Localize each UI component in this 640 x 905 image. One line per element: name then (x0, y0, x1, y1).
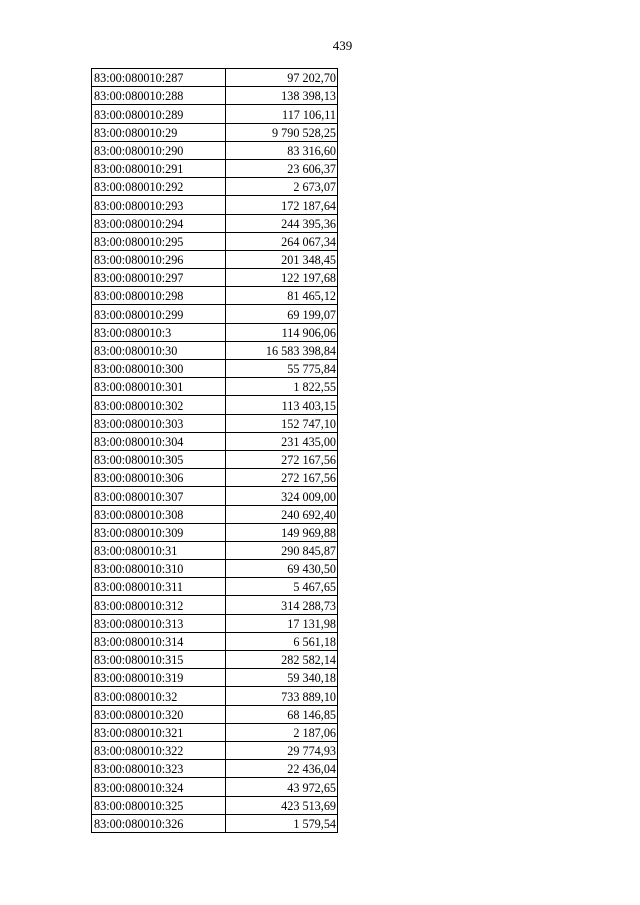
value-cell: 6 561,18 (226, 632, 338, 650)
value-cell: 81 465,12 (226, 287, 338, 305)
value-cell: 17 131,98 (226, 614, 338, 632)
value-cell: 83 316,60 (226, 141, 338, 159)
value-cell: 733 889,10 (226, 687, 338, 705)
page-number: 439 (332, 38, 353, 53)
value-cell: 314 288,73 (226, 596, 338, 614)
table-row (92, 596, 338, 614)
table-row (92, 651, 338, 669)
cadastral-number-cell: 83:00:080010:323 (92, 760, 226, 778)
table-row (92, 487, 338, 505)
table-row (92, 196, 338, 214)
cadastral-number-cell: 83:00:080010:289 (92, 105, 226, 123)
cadastral-number-cell: 83:00:080010:325 (92, 796, 226, 814)
value-cell: 2 187,06 (226, 723, 338, 741)
table-row (92, 414, 338, 432)
cadastral-number-cell: 83:00:080010:309 (92, 523, 226, 541)
value-cell: 282 582,14 (226, 651, 338, 669)
table-row (92, 778, 338, 796)
table-row (92, 705, 338, 723)
cadastral-number-cell: 83:00:080010:294 (92, 214, 226, 232)
table-row (92, 323, 338, 341)
table-row (92, 250, 338, 268)
table-row (92, 87, 338, 105)
value-cell: 264 067,34 (226, 232, 338, 250)
cadastral-number-cell: 83:00:080010:293 (92, 196, 226, 214)
table-row (92, 378, 338, 396)
table-row (92, 723, 338, 741)
value-cell: 138 398,13 (226, 87, 338, 105)
table-row (92, 305, 338, 323)
value-cell: 16 583 398,84 (226, 341, 338, 359)
cadastral-number-cell: 83:00:080010:319 (92, 669, 226, 687)
cadastral-number-cell: 83:00:080010:305 (92, 450, 226, 468)
cadastral-number-cell: 83:00:080010:288 (92, 87, 226, 105)
value-cell: 97 202,70 (226, 69, 338, 87)
table-row (92, 796, 338, 814)
cadastral-number-cell: 83:00:080010:292 (92, 178, 226, 196)
table-row (92, 632, 338, 650)
value-cell: 69 199,07 (226, 305, 338, 323)
value-cell: 149 969,88 (226, 523, 338, 541)
table-row (92, 523, 338, 541)
value-cell: 114 906,06 (226, 323, 338, 341)
cadastral-number-cell: 83:00:080010:324 (92, 778, 226, 796)
value-cell: 201 348,45 (226, 250, 338, 268)
value-cell: 55 775,84 (226, 360, 338, 378)
cadastral-number-cell: 83:00:080010:306 (92, 469, 226, 487)
value-cell: 117 106,11 (226, 105, 338, 123)
cadastral-number-cell: 83:00:080010:31 (92, 541, 226, 559)
cadastral-number-cell: 83:00:080010:321 (92, 723, 226, 741)
cadastral-number-cell: 83:00:080010:297 (92, 269, 226, 287)
cadastral-number-cell: 83:00:080010:298 (92, 287, 226, 305)
cadastral-number-cell: 83:00:080010:304 (92, 432, 226, 450)
value-cell: 240 692,40 (226, 505, 338, 523)
table-row (92, 450, 338, 468)
value-cell: 9 790 528,25 (226, 123, 338, 141)
value-cell: 290 845,87 (226, 541, 338, 559)
cadastral-number-cell: 83:00:080010:308 (92, 505, 226, 523)
cadastral-number-cell: 83:00:080010:291 (92, 159, 226, 177)
value-cell: 22 436,04 (226, 760, 338, 778)
table-row (92, 432, 338, 450)
table-row (92, 178, 338, 196)
value-cell: 59 340,18 (226, 669, 338, 687)
value-cell: 113 403,15 (226, 396, 338, 414)
table-row (92, 360, 338, 378)
table-row (92, 232, 338, 250)
value-cell: 172 187,64 (226, 196, 338, 214)
table-row (92, 614, 338, 632)
table-row (92, 141, 338, 159)
table-row (92, 287, 338, 305)
table-row (92, 814, 338, 832)
table-row (92, 560, 338, 578)
cadastral-number-cell: 83:00:080010:312 (92, 596, 226, 614)
table-row (92, 469, 338, 487)
cadastral-number-cell: 83:00:080010:295 (92, 232, 226, 250)
table-row (92, 214, 338, 232)
cadastral-number-cell: 83:00:080010:30 (92, 341, 226, 359)
value-cell: 29 774,93 (226, 741, 338, 759)
cadastral-number-cell: 83:00:080010:29 (92, 123, 226, 141)
cadastral-number-cell: 83:00:080010:313 (92, 614, 226, 632)
value-cell: 244 395,36 (226, 214, 338, 232)
value-cell: 272 167,56 (226, 450, 338, 468)
cadastral-number-cell: 83:00:080010:3 (92, 323, 226, 341)
table-row (92, 741, 338, 759)
value-cell: 324 009,00 (226, 487, 338, 505)
cadastral-number-cell: 83:00:080010:320 (92, 705, 226, 723)
cadastral-number-cell: 83:00:080010:301 (92, 378, 226, 396)
cadastral-number-cell: 83:00:080010:307 (92, 487, 226, 505)
table-body (92, 69, 338, 833)
cadastral-number-cell: 83:00:080010:300 (92, 360, 226, 378)
value-cell: 231 435,00 (226, 432, 338, 450)
table-row (92, 69, 338, 87)
table-row (92, 341, 338, 359)
cadastral-number-cell: 83:00:080010:287 (92, 69, 226, 87)
cadastral-number-cell: 83:00:080010:302 (92, 396, 226, 414)
value-cell: 68 146,85 (226, 705, 338, 723)
value-cell: 5 467,65 (226, 578, 338, 596)
value-cell: 272 167,56 (226, 469, 338, 487)
cadastral-number-cell: 83:00:080010:310 (92, 560, 226, 578)
cadastral-number-cell: 83:00:080010:326 (92, 814, 226, 832)
value-cell: 122 197,68 (226, 269, 338, 287)
value-cell: 69 430,50 (226, 560, 338, 578)
table-row (92, 269, 338, 287)
table-row (92, 123, 338, 141)
cadastral-number-cell: 83:00:080010:296 (92, 250, 226, 268)
value-cell: 423 513,69 (226, 796, 338, 814)
cadastral-number-cell: 83:00:080010:290 (92, 141, 226, 159)
value-cell: 1 822,55 (226, 378, 338, 396)
cadastral-number-cell: 83:00:080010:311 (92, 578, 226, 596)
value-cell: 23 606,37 (226, 159, 338, 177)
value-cell: 2 673,07 (226, 178, 338, 196)
cadastral-value-table (91, 68, 338, 833)
cadastral-number-cell: 83:00:080010:314 (92, 632, 226, 650)
table-row (92, 105, 338, 123)
cadastral-number-cell: 83:00:080010:322 (92, 741, 226, 759)
value-cell: 43 972,65 (226, 778, 338, 796)
cadastral-number-cell: 83:00:080010:299 (92, 305, 226, 323)
table-row (92, 541, 338, 559)
cadastral-number-cell: 83:00:080010:32 (92, 687, 226, 705)
value-cell: 152 747,10 (226, 414, 338, 432)
table-row (92, 396, 338, 414)
table-row (92, 505, 338, 523)
cadastral-number-cell: 83:00:080010:303 (92, 414, 226, 432)
table-row (92, 159, 338, 177)
cadastral-number-cell: 83:00:080010:315 (92, 651, 226, 669)
value-cell: 1 579,54 (226, 814, 338, 832)
table-row (92, 687, 338, 705)
table-row (92, 669, 338, 687)
table-row (92, 760, 338, 778)
table-row (92, 578, 338, 596)
